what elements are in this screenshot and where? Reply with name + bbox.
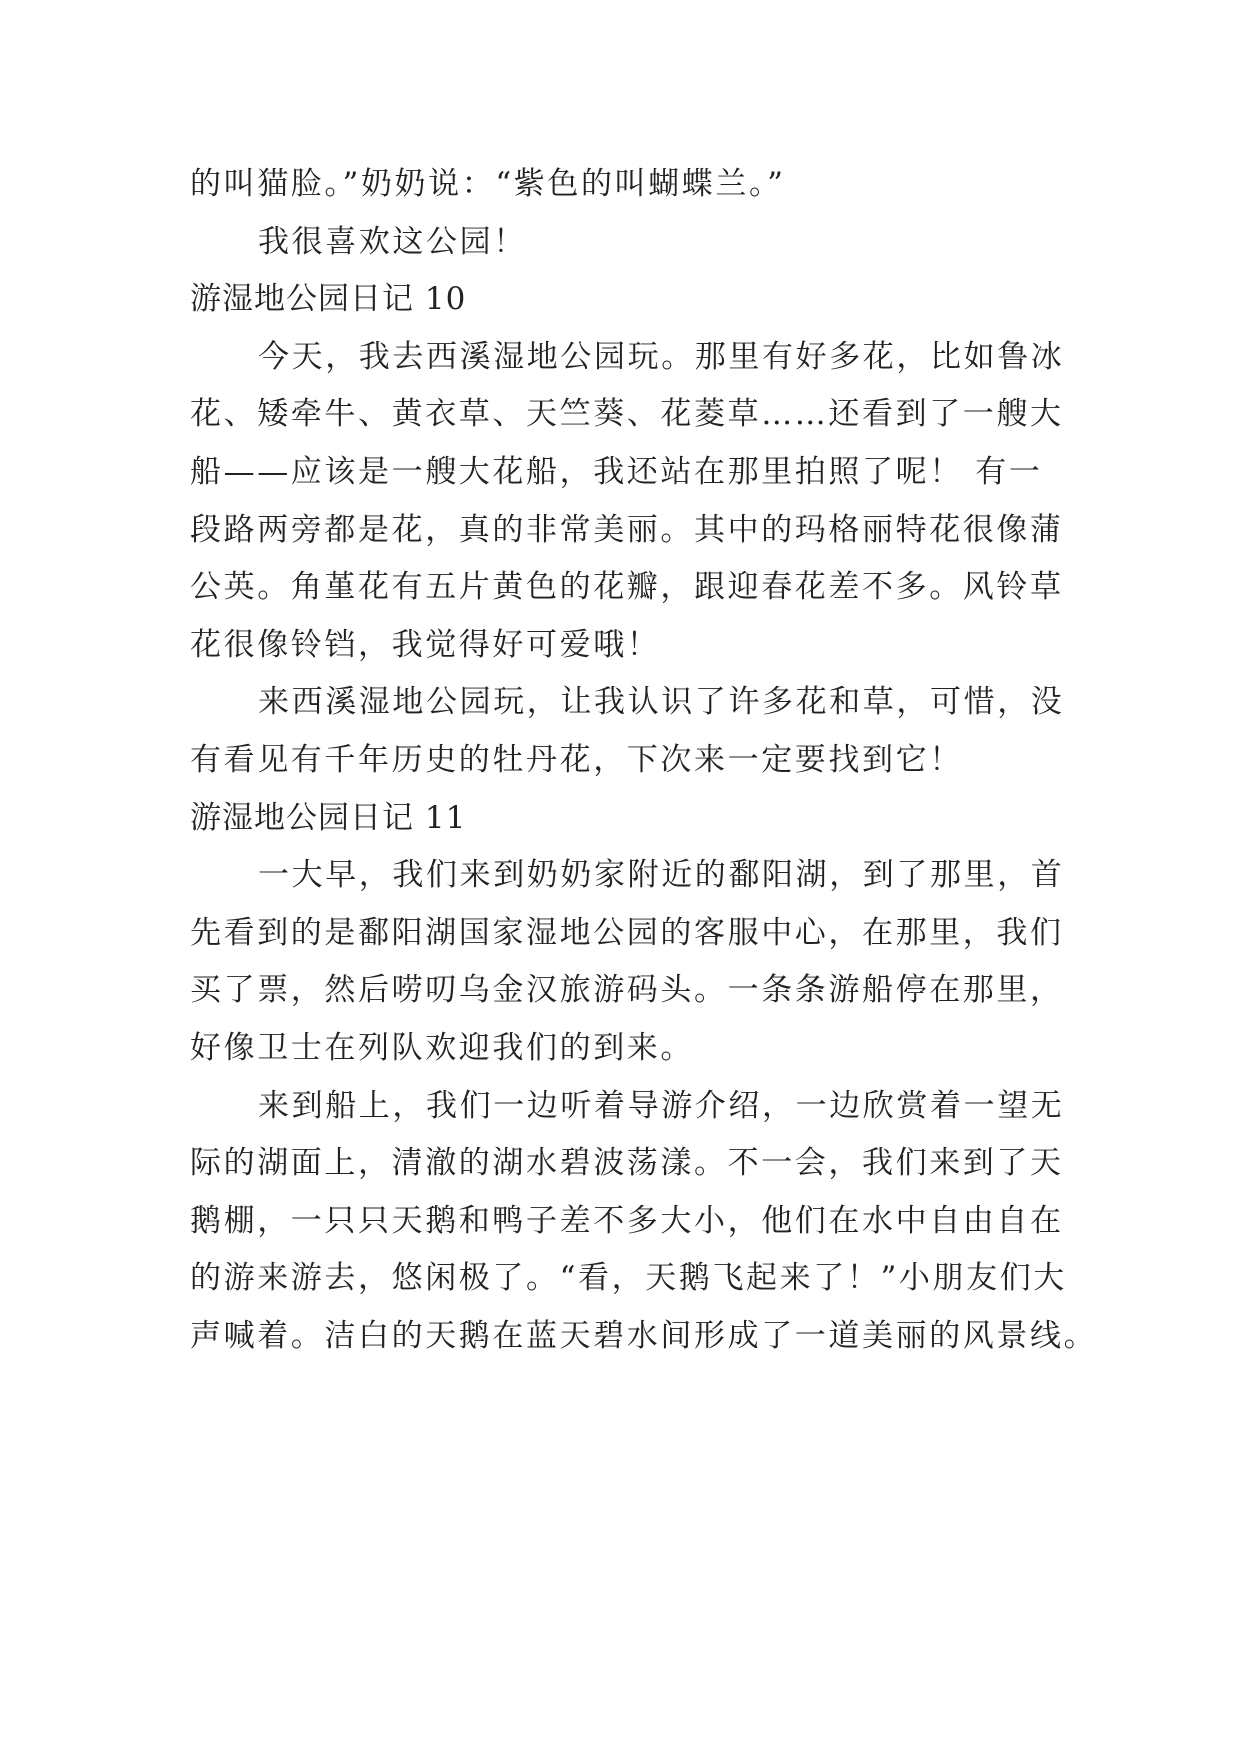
- text-line: 一大早，我们来到奶奶家附近的鄱阳湖，到了那里，首: [258, 857, 1065, 894]
- text-line: 今天，我去西溪湿地公园玩。那里有好多花，比如鲁冰: [258, 338, 1065, 375]
- text-line: 来西溪湿地公园玩，让我认识了许多花和草，可惜，没: [258, 684, 1065, 721]
- text-line: 来到船上，我们一边听着导游介绍，一边欣赏着一望无: [258, 1087, 1065, 1124]
- text-line: 公英。角堇花有五片黄色的花瓣，跟迎春花差不多。风铃草: [190, 569, 1064, 606]
- text-line: 声喊着。洁白的天鹅在蓝天碧水间形成了一道美丽的风景线。: [190, 1317, 1098, 1354]
- text-line: 际的湖面上，清澈的湖水碧波荡漾。不一会，我们来到了天: [190, 1145, 1064, 1182]
- text-line: 的游来游去，悠闲极了。“看，天鹅飞起来了！”小朋友们大: [190, 1260, 1067, 1297]
- text-line: 先看到的是鄱阳湖国家湿地公园的客服中心，在那里，我们: [190, 914, 1064, 951]
- text-line: 花很像铃铛，我觉得好可爱哦！: [190, 626, 661, 663]
- text-line: 花、矮牵牛、黄衣草、天竺葵、花菱草……还看到了一艘大: [190, 396, 1064, 433]
- section-heading: 游湿地公园日记 11: [190, 799, 467, 836]
- text-line: 我很喜欢这公园！: [258, 223, 527, 260]
- text-line: 鹅棚，一只只天鹅和鸭子差不多大小，他们在水中自由自在: [190, 1202, 1064, 1239]
- text-line: 有看见有千年历史的牡丹花，下次来一定要找到它！: [190, 741, 963, 778]
- text-line: 船——应该是一艘大花船，我还站在那里拍照了呢！ 有一: [190, 453, 1043, 490]
- text-line: 段路两旁都是花，真的非常美丽。其中的玛格丽特花很像蒲: [190, 511, 1064, 548]
- document-body: [190, 156, 1098, 1365]
- text-line: 买了票，然后唠叨乌金汉旅游码头。一条条游船停在那里，: [190, 972, 1064, 1009]
- text-line: 的叫猫脸。”奶奶说：“紫色的叫蝴蝶兰。”: [190, 166, 786, 202]
- section-heading: 游湿地公园日记 10: [190, 281, 467, 318]
- text-line: 好像卫士在列队欢迎我们的到来。: [190, 1029, 694, 1066]
